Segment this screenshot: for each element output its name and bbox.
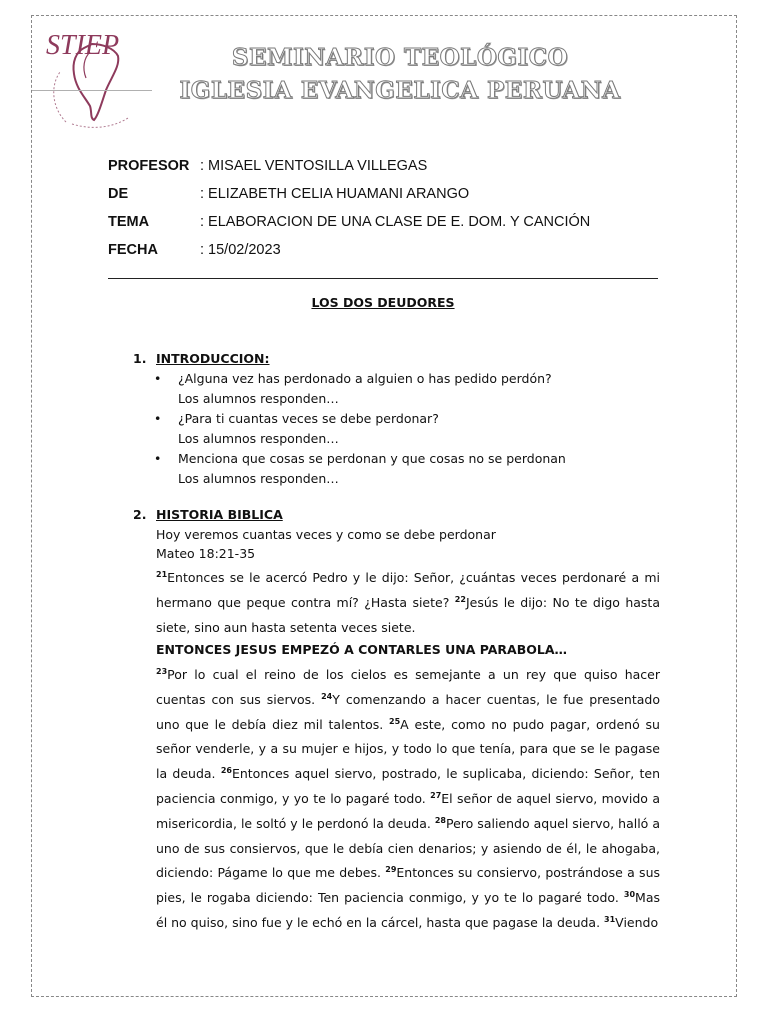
info-value: : MISAEL VENTOSILLA VILLEGAS (200, 158, 428, 174)
verse-number: 25 (389, 716, 401, 726)
verse-text: A este, como no pudo pagar, ordenó su señor venderle, y a su mujer e hijos, y todo lo que tenía, para que se le pagase la deuda. (156, 716, 660, 782)
parable-intro: ENTONCES JESUS EMPEZÓ A CONTARLES UNA PARABOLA… (156, 642, 568, 657)
section-number: 1. (133, 351, 147, 366)
info-value: : ELIZABETH CELIA HUAMANI ARANGO (200, 186, 470, 202)
header-title-2: IGLESIA EVANGELICA PERUANA (179, 77, 621, 104)
verse-number: 23 (156, 667, 168, 676)
info-label: PROFESOR (108, 158, 190, 174)
info-row-tema (108, 208, 668, 236)
verse-text: Entonces se le acercó Pedro y le dijo: Señor, ¿cuántas veces perdonaré a mi hermano que peque contra mí? ¿Hasta siete? (156, 570, 660, 610)
section-title: INTRODUCCION: (156, 351, 270, 366)
scripture-paragraph-1 (156, 566, 660, 640)
verse-text: Y comenzando a hacer cuentas, le fue presentado uno que le debía diez mil talentos. (156, 691, 660, 732)
verse-text: Mas él no quiso, sino fue y le echó en la cárcel, hasta que pagase la deuda. (156, 890, 660, 930)
bullet-question: Menciona que cosas se perdonan y que cosas no se perdonan (178, 451, 566, 466)
info-label: DE (108, 186, 129, 202)
info-value: : 15/02/2023 (200, 242, 281, 258)
verse-number: 28 (434, 815, 446, 825)
info-row-profesor (108, 152, 668, 180)
document-title: LOS DOS DEUDORES (311, 295, 455, 310)
verse-number: 26 (220, 766, 232, 776)
bullet-question: ¿Para ti cuantas veces se debe perdonar? (178, 411, 439, 426)
logo-text: STIEP (46, 30, 120, 61)
verse-number: 22 (454, 594, 466, 604)
bible-reference: Mateo 18:21-35 (156, 546, 256, 561)
bullet-icon: • (154, 451, 162, 466)
verse-number: 24 (321, 691, 333, 701)
bullet-question: ¿Alguna vez has perdonado a alguien o has pedido perdón? (178, 371, 552, 386)
bullet-answer: Los alumnos responden… (178, 431, 339, 446)
bullet-list (154, 369, 658, 489)
verse-text: Entonces aquel siervo, postrado, le suplicaba, diciendo: Señor, ten paciencia conmigo, y yo te lo pagaré todo. (156, 766, 660, 806)
info-row-de (108, 180, 668, 208)
verse-text: Viendo (615, 914, 659, 930)
bullet-item (154, 409, 658, 449)
verse-text: El señor de aquel siervo, movido a misericordia, le soltó y le perdonó la deuda. (156, 790, 660, 831)
verse-text: Jesús le dijo: No te digo hasta siete, sino aun hasta setenta veces siete. (156, 594, 660, 635)
scripture-paragraph-2 (156, 663, 660, 936)
verse-text: Entonces su consiervo, postrándose a sus pies, le rogaba diciendo: Ten paciencia conmigo, y yo te lo pagaré todo. (156, 865, 661, 906)
info-label: TEMA (108, 214, 150, 230)
verse-number: 27 (430, 790, 442, 800)
info-row-fecha (108, 236, 668, 264)
verse-text: Pero saliendo aquel siervo, halló a uno de sus consiervos, que le debía cien denarios; y asiendo de él, le ahogaba, diciendo: Págame lo que me debes. (156, 815, 660, 881)
section-number: 2. (133, 507, 147, 522)
verse-number: 30 (623, 890, 636, 900)
verse-text: Por lo cual el reino de los cielos es semejante a un rey que quiso hacer cuentas con sus siervos. (156, 667, 660, 707)
verse-number: 31 (604, 914, 616, 924)
verse-number: 21 (156, 570, 168, 579)
section-intro: Hoy veremos cuantas veces y como se debe perdonar (156, 527, 496, 542)
section-title: HISTORIA BIBLICA (156, 507, 283, 522)
bullet-icon: • (154, 411, 162, 426)
info-block (108, 152, 668, 264)
verse-number: 29 (385, 865, 397, 875)
bullet-answer: Los alumnos responden… (178, 471, 339, 486)
info-value: : ELABORACION DE UNA CLASE DE E. DOM. Y CANCIÓN (200, 214, 591, 230)
header-title-1: SEMINARIO TEOLÓGICO (231, 44, 569, 71)
horizontal-rule (108, 278, 658, 279)
bullet-item (154, 449, 658, 489)
bullet-answer: Los alumnos responden… (178, 391, 339, 406)
bullet-item (154, 369, 658, 409)
info-label: FECHA (108, 242, 158, 258)
bullet-icon: • (154, 371, 162, 386)
